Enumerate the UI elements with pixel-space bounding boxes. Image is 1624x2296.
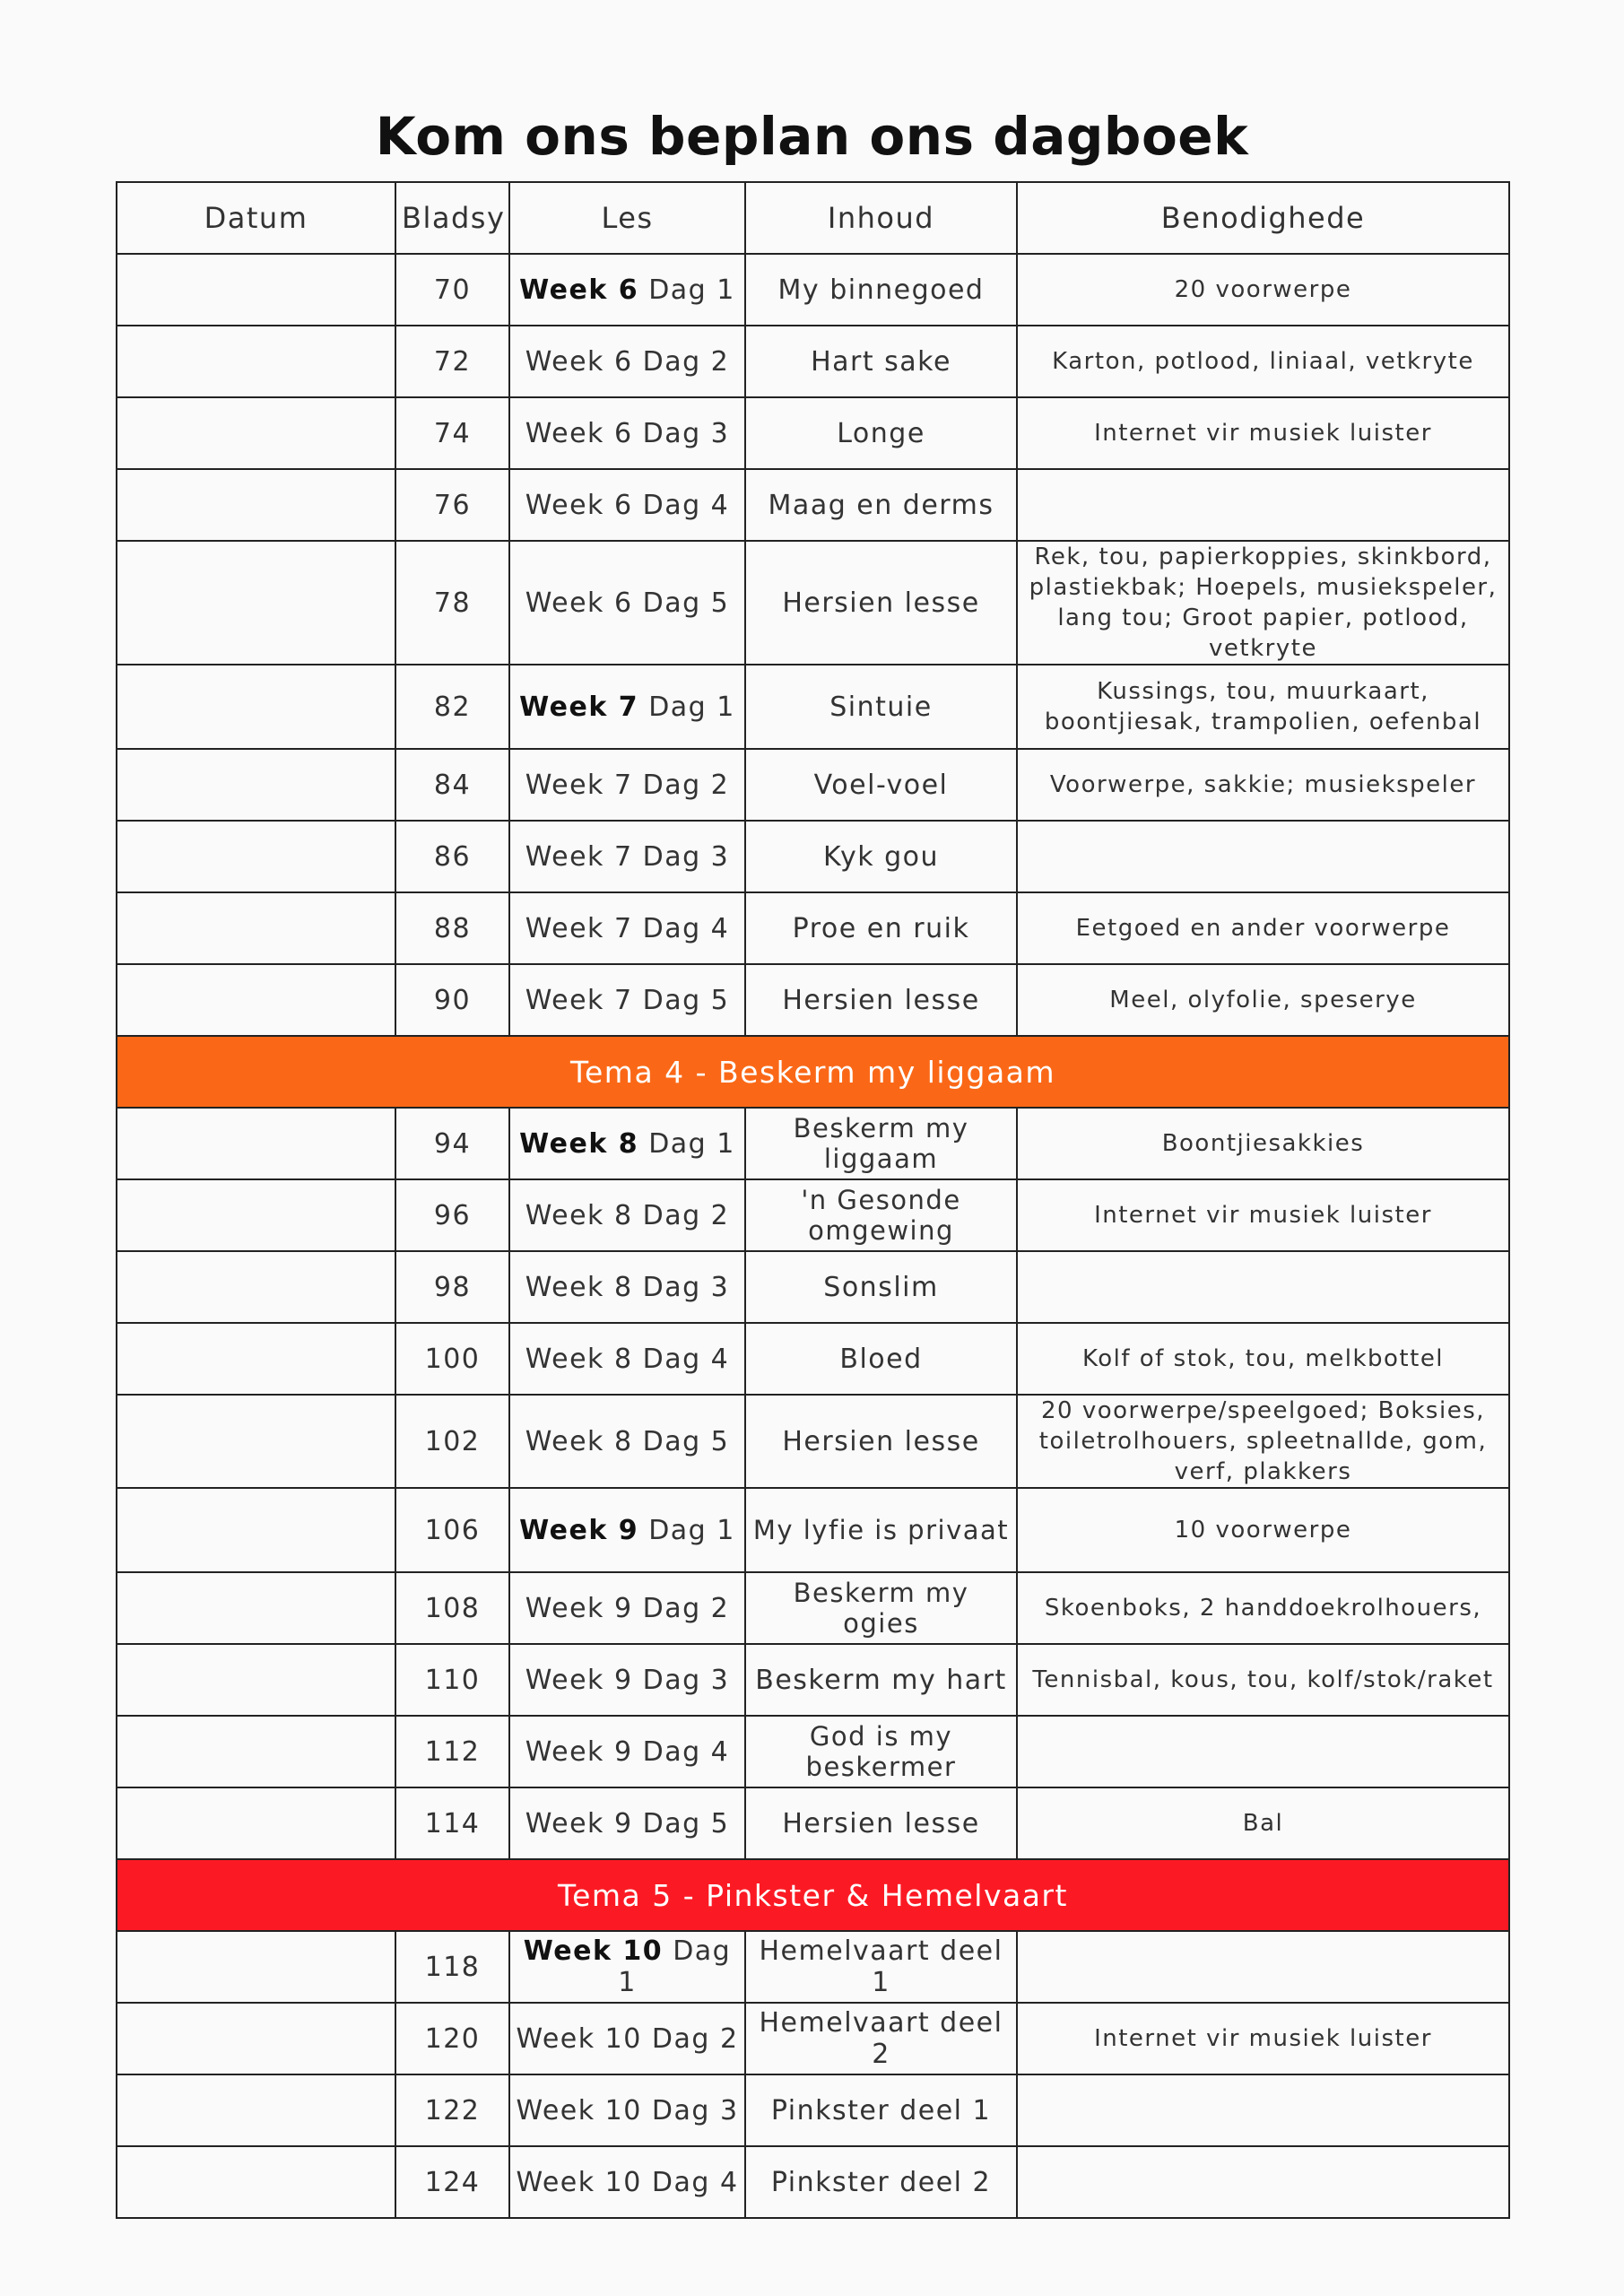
bladsy-cell: 98 bbox=[395, 1251, 509, 1323]
header-row bbox=[117, 182, 1509, 254]
inhoud-cell: Hersien lesse bbox=[745, 541, 1017, 665]
table-row bbox=[117, 2003, 1509, 2074]
dag-label: Dag 4 bbox=[651, 2166, 739, 2198]
les-cell bbox=[509, 541, 745, 665]
les-cell bbox=[509, 469, 745, 541]
table-body bbox=[117, 254, 1509, 2218]
benodighede-cell: Rek, tou, papierkoppies, skinkbord, plastiekbak; Hoepels, musiekspeler, lang tou; Groot papier, potlood, vetkryte bbox=[1017, 541, 1509, 665]
datum-cell[interactable] bbox=[117, 1179, 395, 1251]
week-label: Week 6 bbox=[525, 587, 633, 619]
datum-cell[interactable] bbox=[117, 1931, 395, 2003]
table-row bbox=[117, 1716, 1509, 1787]
bladsy-cell: 114 bbox=[395, 1787, 509, 1859]
dag-label: Dag 5 bbox=[642, 984, 730, 1016]
les-cell bbox=[509, 2074, 745, 2146]
les-cell bbox=[509, 1395, 745, 1488]
datum-cell[interactable] bbox=[117, 1644, 395, 1716]
dag-label: Dag 1 bbox=[648, 1127, 735, 1160]
bladsy-cell: 90 bbox=[395, 964, 509, 1036]
table-row bbox=[117, 326, 1509, 397]
inhoud-cell: Hersien lesse bbox=[745, 1395, 1017, 1488]
table-row bbox=[117, 2146, 1509, 2218]
bladsy-cell: 108 bbox=[395, 1572, 509, 1644]
header-datum: Datum bbox=[117, 182, 395, 254]
datum-cell[interactable] bbox=[117, 1572, 395, 1644]
bladsy-cell: 124 bbox=[395, 2146, 509, 2218]
inhoud-cell: Longe bbox=[745, 397, 1017, 469]
datum-cell[interactable] bbox=[117, 1488, 395, 1572]
dag-label: Dag 4 bbox=[642, 912, 730, 944]
les-cell bbox=[509, 665, 745, 749]
week-label: Week 7 bbox=[525, 840, 633, 873]
dag-label: Dag 3 bbox=[642, 1271, 730, 1303]
bladsy-cell: 112 bbox=[395, 1716, 509, 1787]
datum-cell[interactable] bbox=[117, 964, 395, 1036]
datum-cell[interactable] bbox=[117, 326, 395, 397]
benodighede-cell: Meel, olyfolie, speserye bbox=[1017, 964, 1509, 1036]
benodighede-cell: Kolf of stok, tou, melkbottel bbox=[1017, 1323, 1509, 1395]
dag-label: Dag 4 bbox=[642, 489, 730, 521]
theme-label: Tema 4 - Beskerm my liggaam bbox=[117, 1036, 1509, 1108]
week-label: Week 8 bbox=[525, 1271, 633, 1303]
week-label: Week 7 bbox=[525, 769, 633, 801]
dag-label: Dag 1 bbox=[618, 1935, 732, 1998]
week-label: Week 9 bbox=[525, 1592, 633, 1624]
bladsy-cell: 96 bbox=[395, 1179, 509, 1251]
inhoud-cell: Hersien lesse bbox=[745, 1787, 1017, 1859]
table-row bbox=[117, 1179, 1509, 1251]
les-cell bbox=[509, 821, 745, 892]
les-cell bbox=[509, 1179, 745, 1251]
les-cell bbox=[509, 1931, 745, 2003]
datum-cell[interactable] bbox=[117, 1395, 395, 1488]
datum-cell[interactable] bbox=[117, 749, 395, 821]
dag-label: Dag 4 bbox=[642, 1735, 730, 1768]
les-cell bbox=[509, 2003, 745, 2074]
benodighede-cell: 20 voorwerpe bbox=[1017, 254, 1509, 326]
dag-label: Dag 2 bbox=[651, 2022, 739, 2055]
les-cell bbox=[509, 326, 745, 397]
datum-cell[interactable] bbox=[117, 1323, 395, 1395]
benodighede-cell bbox=[1017, 2074, 1509, 2146]
inhoud-cell: Beskerm my liggaam bbox=[745, 1108, 1017, 1179]
benodighede-cell: Karton, potlood, liniaal, vetkryte bbox=[1017, 326, 1509, 397]
datum-cell[interactable] bbox=[117, 1716, 395, 1787]
table-row bbox=[117, 964, 1509, 1036]
table-row bbox=[117, 1787, 1509, 1859]
datum-cell[interactable] bbox=[117, 469, 395, 541]
benodighede-cell: Tennisbal, kous, tou, kolf/stok/raket bbox=[1017, 1644, 1509, 1716]
table-row bbox=[117, 1488, 1509, 1572]
benodighede-cell: 20 voorwerpe/speelgoed; Boksies, toiletrolhouers, spleetnallde, gom, verf, plakkers bbox=[1017, 1395, 1509, 1488]
bladsy-cell: 120 bbox=[395, 2003, 509, 2074]
les-cell bbox=[509, 397, 745, 469]
table-row bbox=[117, 1323, 1509, 1395]
table-row bbox=[117, 1572, 1509, 1644]
benodighede-cell: Internet vir musiek luister bbox=[1017, 397, 1509, 469]
dag-label: Dag 5 bbox=[642, 587, 730, 619]
table-row bbox=[117, 397, 1509, 469]
inhoud-cell: My binnegoed bbox=[745, 254, 1017, 326]
table-row bbox=[117, 1251, 1509, 1323]
week-label: Week 9 bbox=[525, 1735, 633, 1768]
datum-cell[interactable] bbox=[117, 1108, 395, 1179]
week-label: Week 6 bbox=[525, 417, 633, 449]
benodighede-cell: Internet vir musiek luister bbox=[1017, 1179, 1509, 1251]
table-row bbox=[117, 2074, 1509, 2146]
dag-label: Dag 2 bbox=[642, 1199, 730, 1231]
datum-cell[interactable] bbox=[117, 1251, 395, 1323]
theme-label: Tema 5 - Pinkster & Hemelvaart bbox=[117, 1859, 1509, 1931]
week-label: Week 8 bbox=[525, 1199, 633, 1231]
dag-label: Dag 1 bbox=[648, 1514, 735, 1546]
table-row bbox=[117, 821, 1509, 892]
benodighede-cell bbox=[1017, 2146, 1509, 2218]
dag-label: Dag 3 bbox=[642, 417, 730, 449]
week-label: Week 7 bbox=[525, 912, 633, 944]
header-bladsy: Bladsy bbox=[395, 182, 509, 254]
table-row bbox=[117, 254, 1509, 326]
les-cell bbox=[509, 1323, 745, 1395]
table-row bbox=[117, 469, 1509, 541]
page-title: Kom ons beplan ons dagboek bbox=[375, 106, 1249, 167]
table-row bbox=[117, 1108, 1509, 1179]
bladsy-cell: 86 bbox=[395, 821, 509, 892]
les-cell bbox=[509, 964, 745, 1036]
les-cell bbox=[509, 254, 745, 326]
datum-cell[interactable] bbox=[117, 665, 395, 749]
dag-label: Dag 1 bbox=[648, 691, 735, 723]
benodighede-cell: Boontjiesakkies bbox=[1017, 1108, 1509, 1179]
table-row bbox=[117, 1395, 1509, 1488]
les-cell bbox=[509, 1108, 745, 1179]
inhoud-cell: 'n Gesonde omgewing bbox=[745, 1179, 1017, 1251]
inhoud-cell: Sintuie bbox=[745, 665, 1017, 749]
bladsy-cell: 74 bbox=[395, 397, 509, 469]
dag-label: Dag 2 bbox=[642, 769, 730, 801]
benodighede-cell: Eetgoed en ander voorwerpe bbox=[1017, 892, 1509, 964]
inhoud-cell: Bloed bbox=[745, 1323, 1017, 1395]
les-cell bbox=[509, 749, 745, 821]
bladsy-cell: 82 bbox=[395, 665, 509, 749]
benodighede-cell bbox=[1017, 469, 1509, 541]
week-label: Week 9 bbox=[525, 1807, 633, 1839]
week-label: Week 10 bbox=[516, 2022, 642, 2055]
bladsy-cell: 94 bbox=[395, 1108, 509, 1179]
bladsy-cell: 72 bbox=[395, 326, 509, 397]
week-label: Week 6 bbox=[525, 489, 633, 521]
dag-label: Dag 3 bbox=[642, 840, 730, 873]
datum-cell[interactable] bbox=[117, 2003, 395, 2074]
inhoud-cell: God is my beskermer bbox=[745, 1716, 1017, 1787]
inhoud-cell: Pinkster deel 2 bbox=[745, 2146, 1017, 2218]
datum-cell[interactable] bbox=[117, 541, 395, 665]
les-cell bbox=[509, 1251, 745, 1323]
table-row bbox=[117, 1931, 1509, 2003]
inhoud-cell: Voel-voel bbox=[745, 749, 1017, 821]
theme-row bbox=[117, 1859, 1509, 1931]
week-label: Week 6 bbox=[525, 345, 633, 378]
datum-cell[interactable] bbox=[117, 2146, 395, 2218]
datum-cell[interactable] bbox=[117, 821, 395, 892]
benodighede-cell bbox=[1017, 1931, 1509, 2003]
header-benodighede: Benodighede bbox=[1017, 182, 1509, 254]
les-cell bbox=[509, 1644, 745, 1716]
bladsy-cell: 70 bbox=[395, 254, 509, 326]
les-cell bbox=[509, 1787, 745, 1859]
table-row bbox=[117, 541, 1509, 665]
dag-label: Dag 3 bbox=[642, 1664, 730, 1696]
inhoud-cell: Hemelvaart deel 2 bbox=[745, 2003, 1017, 2074]
bladsy-cell: 102 bbox=[395, 1395, 509, 1488]
week-label: Week 8 bbox=[525, 1343, 633, 1375]
benodighede-cell bbox=[1017, 821, 1509, 892]
week-label: Week 8 bbox=[525, 1425, 633, 1457]
header-inhoud: Inhoud bbox=[745, 182, 1017, 254]
inhoud-cell: Proe en ruik bbox=[745, 892, 1017, 964]
week-label: Week 9 bbox=[525, 1664, 633, 1696]
benodighede-cell bbox=[1017, 1251, 1509, 1323]
inhoud-cell: Maag en derms bbox=[745, 469, 1017, 541]
dag-label: Dag 5 bbox=[642, 1425, 730, 1457]
bladsy-cell: 118 bbox=[395, 1931, 509, 2003]
bladsy-cell: 88 bbox=[395, 892, 509, 964]
les-cell bbox=[509, 1572, 745, 1644]
benodighede-cell: Skoenboks, 2 handdoekrolhouers, bbox=[1017, 1572, 1509, 1644]
dag-label: Dag 2 bbox=[642, 1592, 730, 1624]
inhoud-cell: Hemelvaart deel 1 bbox=[745, 1931, 1017, 2003]
datum-cell[interactable] bbox=[117, 397, 395, 469]
bladsy-cell: 76 bbox=[395, 469, 509, 541]
datum-cell[interactable] bbox=[117, 892, 395, 964]
table-row bbox=[117, 892, 1509, 964]
benodighede-cell: 10 voorwerpe bbox=[1017, 1488, 1509, 1572]
week-label: Week 10 bbox=[523, 1935, 664, 1967]
bladsy-cell: 78 bbox=[395, 541, 509, 665]
inhoud-cell: Kyk gou bbox=[745, 821, 1017, 892]
bladsy-cell: 110 bbox=[395, 1644, 509, 1716]
benodighede-cell bbox=[1017, 1716, 1509, 1787]
inhoud-cell: Hart sake bbox=[745, 326, 1017, 397]
inhoud-cell: Hersien lesse bbox=[745, 964, 1017, 1036]
benodighede-cell: Bal bbox=[1017, 1787, 1509, 1859]
bladsy-cell: 106 bbox=[395, 1488, 509, 1572]
week-label: Week 8 bbox=[519, 1127, 639, 1160]
inhoud-cell: Sonslim bbox=[745, 1251, 1017, 1323]
les-cell bbox=[509, 892, 745, 964]
planner-table bbox=[116, 181, 1510, 2219]
benodighede-cell: Internet vir musiek luister bbox=[1017, 2003, 1509, 2074]
bladsy-cell: 100 bbox=[395, 1323, 509, 1395]
les-cell bbox=[509, 1716, 745, 1787]
inhoud-cell: Pinkster deel 1 bbox=[745, 2074, 1017, 2146]
inhoud-cell: My lyfie is privaat bbox=[745, 1488, 1017, 1572]
les-cell bbox=[509, 2146, 745, 2218]
table-row bbox=[117, 1644, 1509, 1716]
week-label: Week 6 bbox=[519, 274, 639, 306]
table-row bbox=[117, 749, 1509, 821]
inhoud-cell: Beskerm my hart bbox=[745, 1644, 1017, 1716]
week-label: Week 7 bbox=[525, 984, 633, 1016]
les-cell bbox=[509, 1488, 745, 1572]
datum-cell[interactable] bbox=[117, 254, 395, 326]
dag-label: Dag 2 bbox=[642, 345, 730, 378]
week-label: Week 10 bbox=[516, 2094, 642, 2126]
datum-cell[interactable] bbox=[117, 2074, 395, 2146]
bladsy-cell: 84 bbox=[395, 749, 509, 821]
header-les: Les bbox=[509, 182, 745, 254]
benodighede-cell: Kussings, tou, muurkaart, boontjiesak, trampolien, oefenbal bbox=[1017, 665, 1509, 749]
dag-label: Dag 3 bbox=[651, 2094, 739, 2126]
week-label: Week 10 bbox=[516, 2166, 642, 2198]
datum-cell[interactable] bbox=[117, 1787, 395, 1859]
benodighede-cell: Voorwerpe, sakkie; musiekspeler bbox=[1017, 749, 1509, 821]
week-label: Week 9 bbox=[519, 1514, 639, 1546]
dag-label: Dag 5 bbox=[642, 1807, 730, 1839]
inhoud-cell: Beskerm my ogies bbox=[745, 1572, 1017, 1644]
dag-label: Dag 1 bbox=[648, 274, 735, 306]
theme-row bbox=[117, 1036, 1509, 1108]
bladsy-cell: 122 bbox=[395, 2074, 509, 2146]
table-row bbox=[117, 665, 1509, 749]
dag-label: Dag 4 bbox=[642, 1343, 730, 1375]
week-label: Week 7 bbox=[519, 691, 639, 723]
